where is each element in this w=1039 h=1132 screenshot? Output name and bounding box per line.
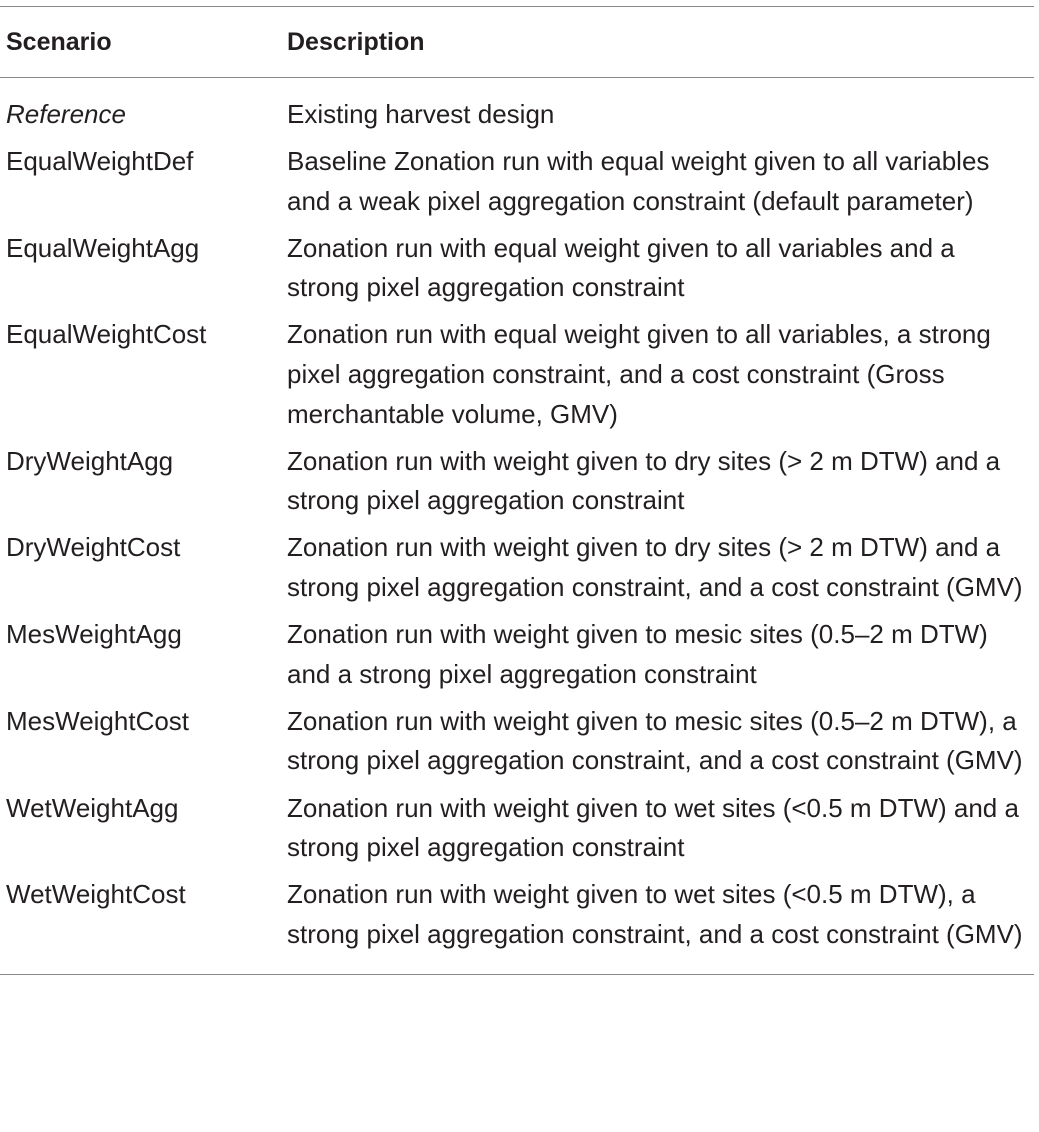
scenario-description: Zonation run with weight given to wet sites (<0.5 m DTW), a strong pixel aggregation constraint, and a cost constraint (GMV) [287,879,1023,949]
table-body [0,78,1034,974]
table-row [0,528,1034,607]
scenario-description: Zonation run with weight given to mesic sites (0.5–2 m DTW) and a strong pixel aggregation constraint [287,619,988,689]
table-header-row [0,7,1034,77]
scenario-description: Zonation run with equal weight given to all variables and a strong pixel aggregation constraint [287,232,955,303]
scenario-description: Baseline Zonation run with equal weight given to all variables and a weak pixel aggregation constraint (default parameter) [287,146,990,216]
scenario-description: Zonation run with weight given to dry sites (> 2 m DTW) and a strong pixel aggregation constraint [287,445,1001,516]
scenario-name: EqualWeightAgg [6,232,200,263]
scenario-description: Zonation run with equal weight given to all variables, a strong pixel aggregation constraint, and a cost constraint (Gross merchantable volume, GMV) [287,319,991,429]
header-scenario: Scenario [6,27,112,56]
table-row [0,95,1034,135]
header-description: Description [287,27,425,56]
scenario-name: WetWeightAgg [6,792,179,823]
table-row [0,315,1034,434]
scenario-name: DryWeightCost [6,532,181,563]
scenario-name: EqualWeightCost [6,319,207,350]
scenario-name: MesWeightCost [6,705,190,736]
scenario-name: MesWeightAgg [6,619,182,650]
scenario-name: DryWeightAgg [6,445,174,476]
table-row [0,789,1034,868]
table-bottom-rule [0,974,1034,975]
scenario-description: Existing harvest design [287,99,555,129]
table-row [0,142,1034,221]
scenario-name: EqualWeightDef [6,146,194,177]
table-row [0,615,1034,694]
scenario-table [0,6,1034,975]
scenario-description: Zonation run with weight given to wet sites (<0.5 m DTW) and a strong pixel aggregation constraint [287,792,1019,863]
scenario-description: Zonation run with weight given to dry sites (> 2 m DTW) and a strong pixel aggregation constraint, and a cost constraint (GMV) [287,532,1023,603]
scenario-description: Zonation run with weight given to mesic sites (0.5–2 m DTW), a strong pixel aggregation constraint, and a cost constraint (GMV) [287,705,1023,776]
table-row [0,702,1034,781]
scenario-name: Reference [6,99,126,129]
table-row [0,442,1034,521]
scenario-name: WetWeightCost [6,879,186,910]
table-row [0,229,1034,308]
table-row [0,875,1034,954]
